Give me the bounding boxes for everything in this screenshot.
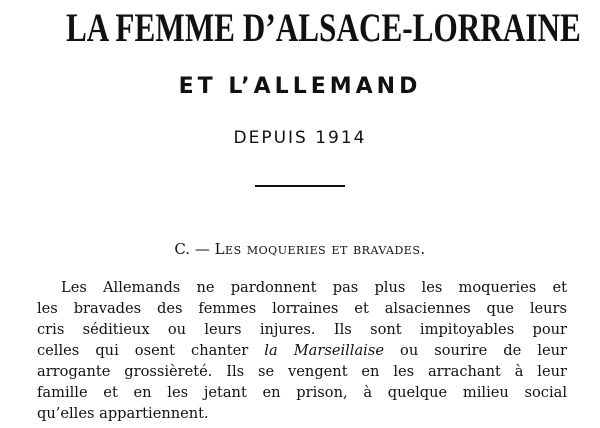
paragraph-line: famille et en les jetant en prison, à quelque milieu social	[37, 384, 567, 401]
paragraph-line: cris séditieux ou leurs injures. Ils sont impitoyables pour	[37, 321, 567, 338]
section-heading	[0, 238, 600, 260]
section-title: Les moqueries et bravades.	[214, 240, 426, 258]
paragraph-line: qu’elles appartiennent.	[37, 405, 209, 422]
paragraph-line	[37, 340, 567, 361]
body-paragraph	[37, 277, 567, 424]
document-subtitle: ET L’ALLEMAND	[178, 74, 422, 99]
document-title: LA FEMME D’ALSACE-LORRAINE	[66, 5, 581, 50]
paragraph-text: celles qui osent chanter	[37, 342, 265, 359]
section-prefix: C. —	[174, 240, 215, 258]
paragraph-line: Les Allemands ne pardonnent pas plus les moqueries et	[61, 279, 567, 296]
paragraph-line: arrogante grossièreté. Ils se vengent en les arrachant à leur	[37, 363, 567, 380]
paragraph-text: ou sourire de leur	[383, 342, 568, 359]
paragraph-line: les bravades des femmes lorraines et alsaciennes que leurs	[37, 300, 567, 317]
separator-rule	[255, 185, 345, 187]
document-date: DEPUIS 1914	[233, 128, 367, 148]
italic-title: la Marseillaise	[264, 342, 384, 359]
